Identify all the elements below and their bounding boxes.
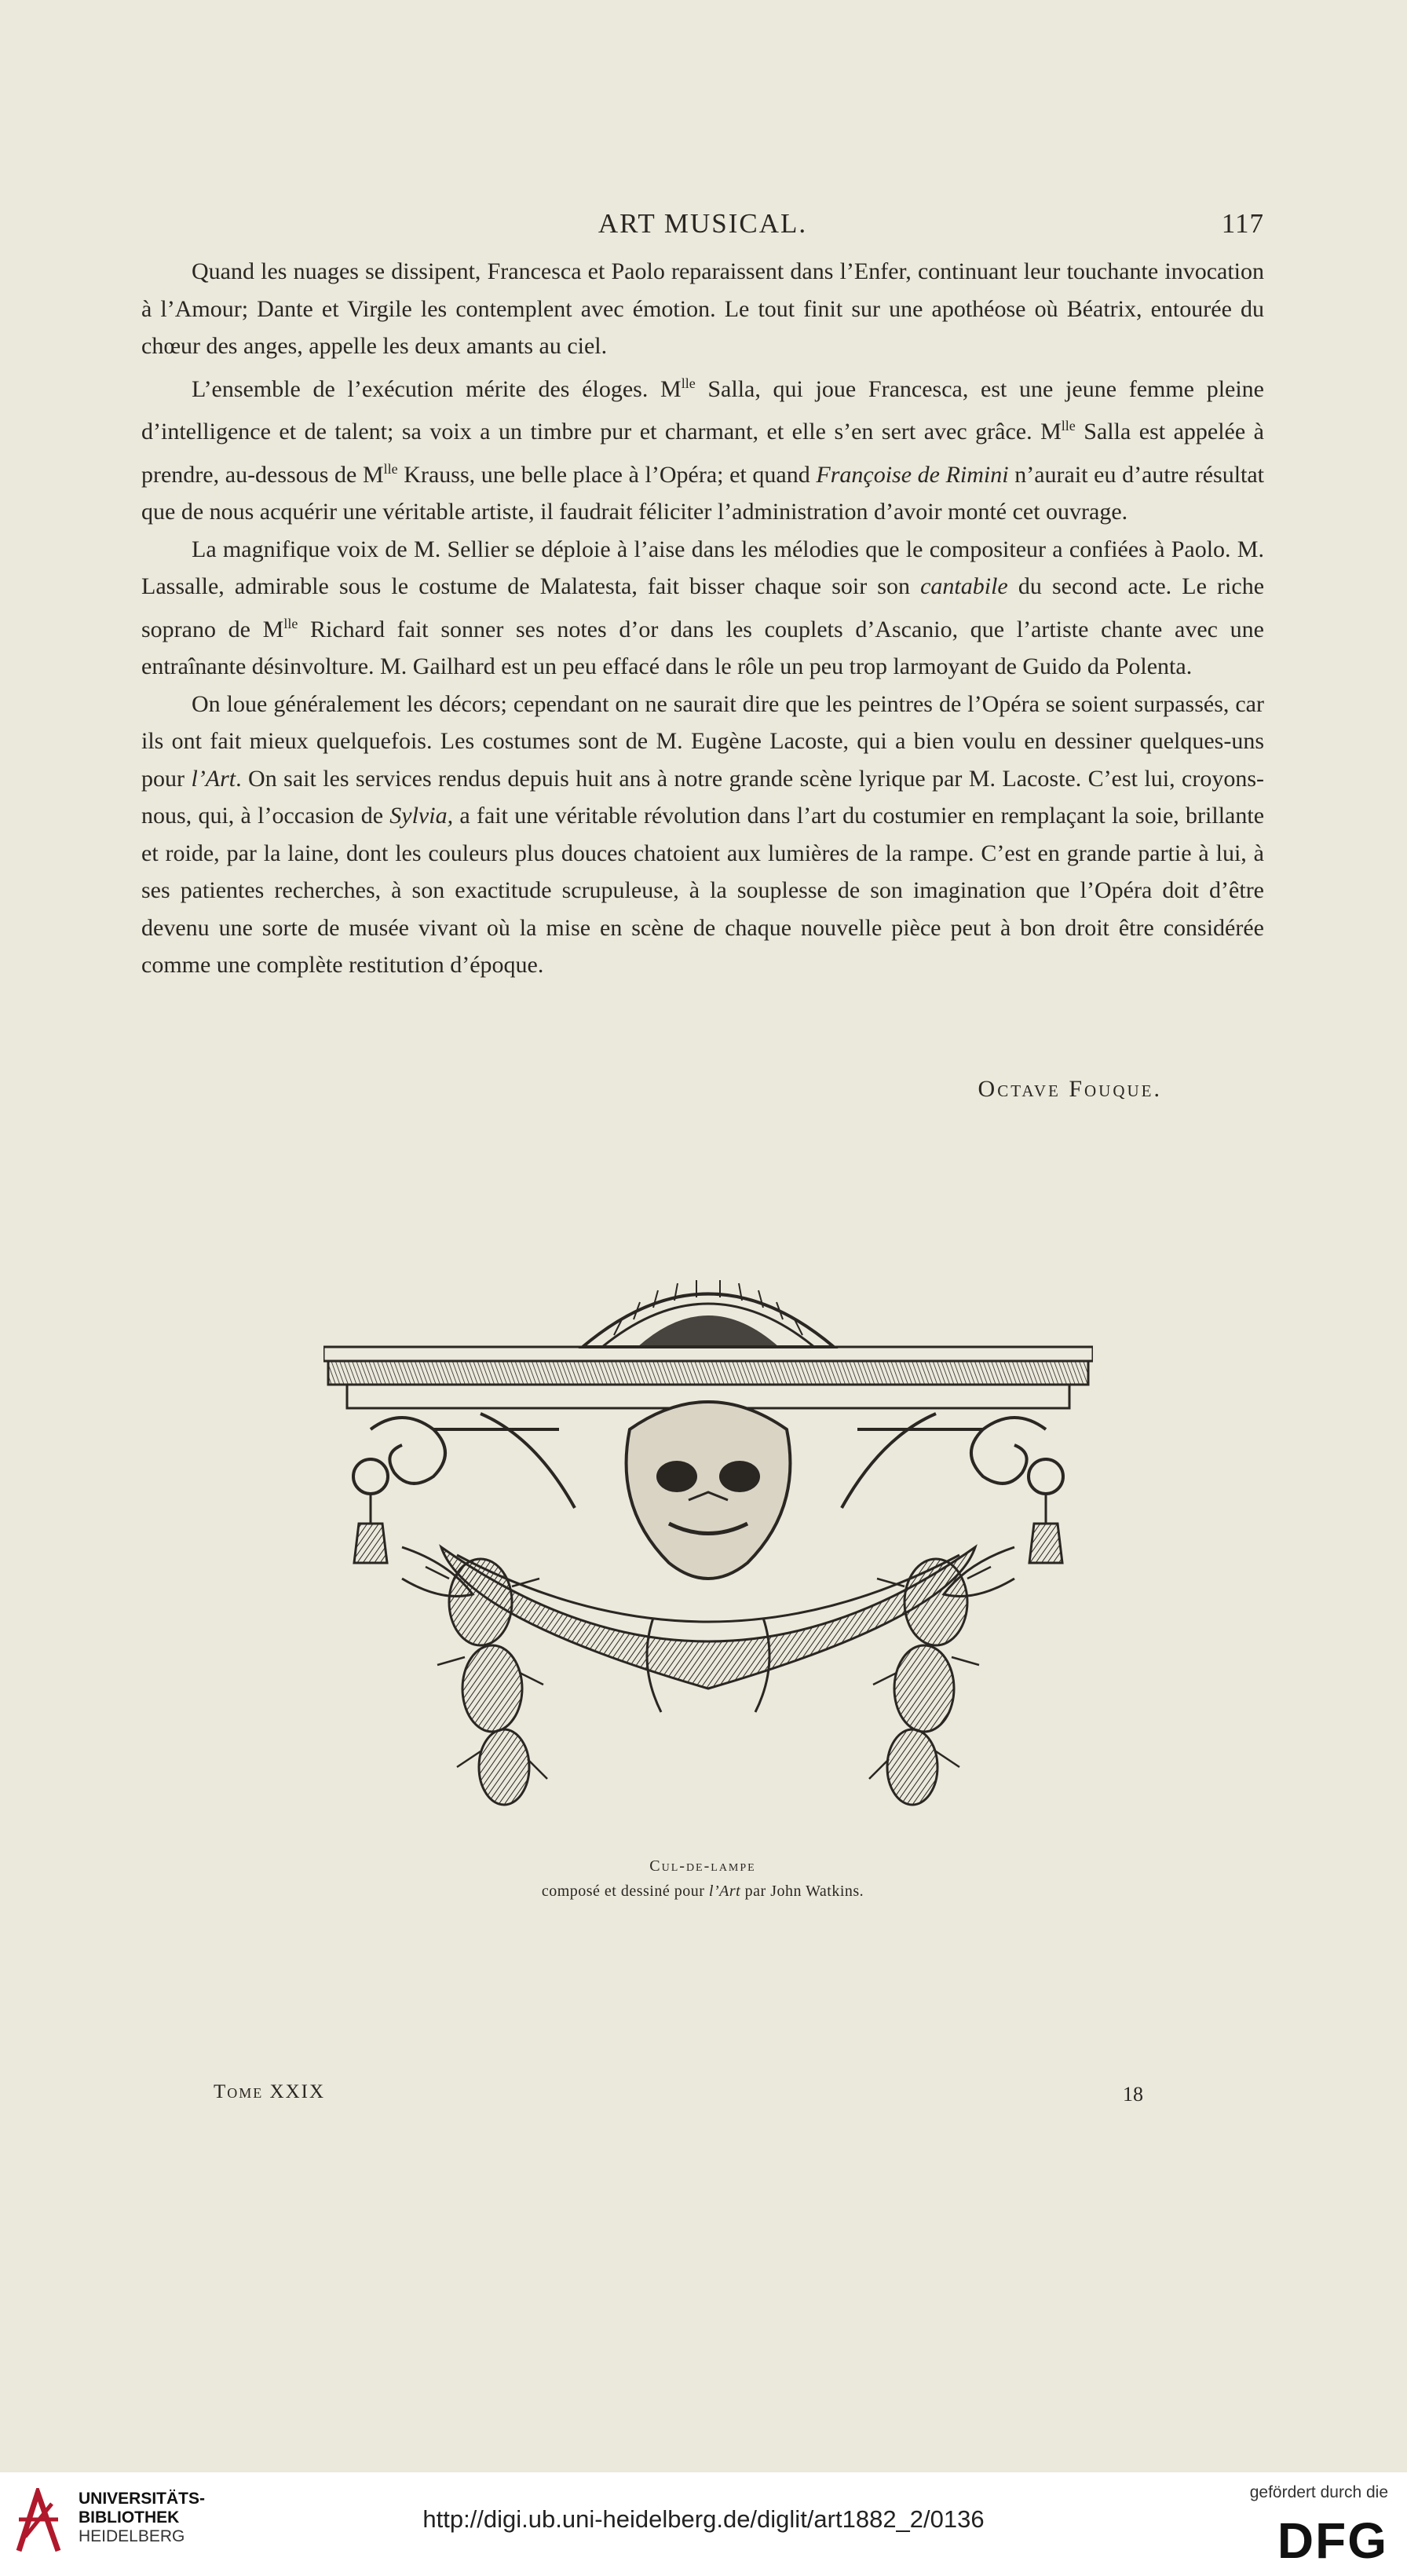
text-run: Salla est appelée à prendre, au-dessous de M xyxy=(141,419,1264,488)
text-run: La magnifique voix de M. Sellier se déploie à l’aise dans les mélodies que le compositeur a confiées à Paolo. M. Lassalle, admirable sous le costume de Malatesta, fait bisser chaque soir son xyxy=(141,536,1264,599)
author-signature: Octave Fouque. xyxy=(978,1076,1162,1102)
italic-run: Françoise de Rimini xyxy=(816,461,1009,488)
italic-run: l’Art xyxy=(708,1883,741,1900)
text-run: . On sait les services rendus depuis huit ans à notre grande scène lyrique par M. Lacoste. C’est lui, croyons-nous, qui, à l’occasion de xyxy=(141,765,1265,829)
digital-copy-url[interactable]: http://digi.ub.uni-heidelberg.de/diglit/art1882_2/0136 xyxy=(422,2505,985,2533)
paragraph xyxy=(141,531,1264,686)
text-run: a fait une véritable révolution dans l’art du costumier en remplaçant la soie, brillante et roide, par la laine, dont les couleurs plus douces chatoient aux lumières de la rampe. C’est en grande partie à lui, à ses patientes recherches, à son exactitude scrupuleuse, à la souplesse de son imagination que l’Opéra doit d’être devenu une sorte de musée vivant où la mise en scène de chaque nouvelle pièce peut à bon droit être considérée comme une complète restitution d’époque. xyxy=(141,803,1265,978)
superscript: lle xyxy=(383,460,398,477)
illustration-caption-title: Cul-de-lampe xyxy=(649,1857,756,1875)
text-run: du second acte. Le riche soprano de M xyxy=(141,573,1265,642)
institution-line-3: HEIDELBERG xyxy=(79,2527,185,2545)
text-run: Richard fait sonner ses notes d’or dans les couplets d’Ascanio, que l’artiste chante avec une entraînante désinvolture. M. Gailhard est un peu effacé dans le rôle un peu trop larmoyant de Guido da Polenta. xyxy=(141,616,1264,679)
library-footer-bar xyxy=(0,2472,1407,2576)
superscript: lle xyxy=(1061,418,1076,434)
paragraph xyxy=(141,253,1264,365)
text-run: par John Watkins. xyxy=(740,1883,864,1900)
italic-run: Sylvia, xyxy=(389,803,454,829)
funded-by-text: gefördert durch die xyxy=(1249,2483,1388,2501)
text-run: On loue généralement les décors; cependant on ne saurait dire que les peintres de l’Opéra se soient surpassés, car ils ont fait mieux quelquefois. Les costumes sont de M. Eugène Lacoste, qui a bien voulu en dessiner quelques-uns pour xyxy=(141,690,1264,792)
institution-line-2: BIBLIOTHEK xyxy=(79,2508,180,2527)
text-run: Quand les nuages se dissipent, Francesca et Paolo reparaissent dans l’Enfer, continuant leur touchante invocation à l’Amour; Dante et Virgile les contemplent avec émotion. Le tout finit sur une apothéose où Béatrix, entourée du chœur des anges, appelle les deux amants au ciel. xyxy=(141,258,1264,359)
footer-volume: Tome XXIX xyxy=(214,2081,326,2102)
text-run: n’aurait eu d’autre résultat que de nous acquérir une véritable artiste, il faudrait féliciter l’administration d’avoir monté cet ouvrage. xyxy=(141,461,1265,525)
paragraph xyxy=(141,365,1264,531)
text-run: L’ensemble de l’exécution mérite des éloges. M xyxy=(192,375,682,402)
text-run: Krauss, une belle place à l’Opéra; et quand xyxy=(397,461,817,488)
paragraph xyxy=(141,686,1264,984)
institution-line-1: UNIVERSITÄTS- xyxy=(79,2490,206,2508)
text-run: Salla, qui joue Francesca, est une jeune femme pleine d’intelligence et de talent; sa voix a un timbre pur et charmant, et elle s’en sert avec grâce. M xyxy=(141,375,1264,445)
italic-run: cantabile xyxy=(920,573,1008,599)
text-run: composé et dessiné pour xyxy=(541,1883,709,1900)
superscript: lle xyxy=(681,375,696,391)
footer-signature-mark: 18 xyxy=(1123,2083,1143,2106)
running-head-title: ART MUSICAL. xyxy=(598,208,808,239)
italic-run: l’Art xyxy=(191,765,236,792)
article-body xyxy=(141,253,1264,984)
page-number: 117 xyxy=(1221,208,1264,239)
illustration-caption-credit xyxy=(141,1883,1264,1901)
cul-de-lampe-ornament xyxy=(323,1249,1093,1853)
dfg-logo: DFG xyxy=(1277,2512,1388,2569)
superscript: lle xyxy=(283,615,298,631)
